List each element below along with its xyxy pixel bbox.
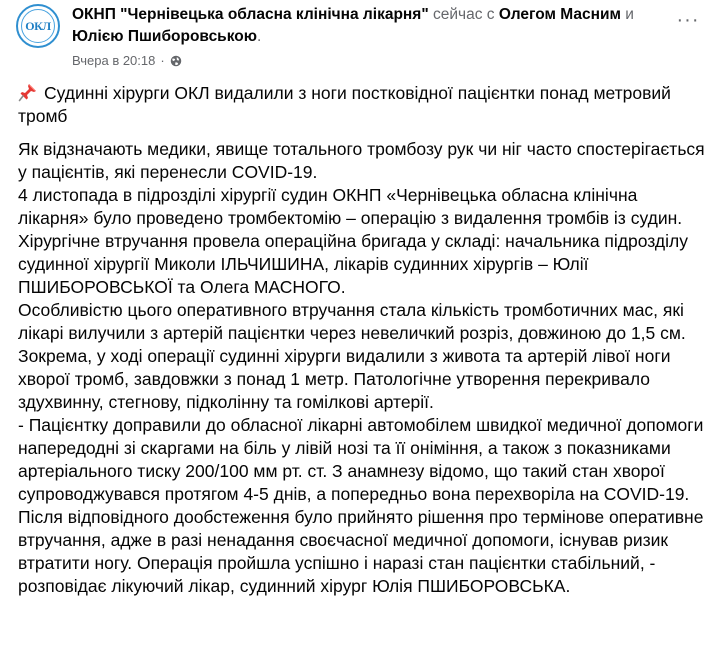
- more-options-icon: ···: [676, 9, 700, 31]
- with-text: сейчас с: [428, 6, 499, 23]
- and-text: и: [620, 6, 634, 23]
- post-meta: [72, 53, 182, 68]
- tagged-user-link-2[interactable]: Юлією Пшиборовською: [72, 28, 257, 45]
- author-link[interactable]: ОКНП "Чернівецька обласна клінічна лікарня": [72, 6, 429, 23]
- post-paragraph-4: - Пацієнтку доправили до обласної лікарні автомобілем швидкої медичної допомоги напередодні зі скаргами на біль у лівій нозі та її оніміння, а також з показниками артеріального тиску 200/100 мм рт. ст. З анамнезу відомо, що такий стан хворої супроводжувався протягом 4-5 днів, а попередньо вона перехворіла на COVID-19. Після відповідного дообстеження було прийнято рішення про термінове оперативне втручання, адже в разі ненадання своєчасної медичної допомоги, існував ризик втратити ногу. Операція пройшла успішно і наразі стан пацієнтки стабільний, - розповідає лікуючий лікар, судинний хірург Юлія ПШИБОРОВСЬКА.: [18, 415, 704, 596]
- post-paragraph-1: Як відзначають медики, явище тотального тромбозу рук чи ніг часто спостерігається у пацієнтів, які перенесли COVID-19.: [18, 139, 705, 182]
- post-paragraph-3: Особливістю цього оперативного втручання стала кількість тромботичних мас, які лікарі вилучили з артерій пацієнтки через невеличкий розріз, довжиною до 1,5 см. Зокрема, у ході операції судинні хірурги видалили з живота та артерій лівої ноги хворої тромб, завдовжки з понад 1 метр. Патологічне утворення перекривало здухвинну, стегнову, підколінну та гомілкові артерії.: [18, 300, 686, 412]
- post-headline-text: Судинні хірурги ОКЛ видалили з ноги постковідної пацієнтки понад метровий тромб: [18, 83, 671, 126]
- meta-separator: ·: [160, 53, 165, 68]
- tagged-user-link-1[interactable]: Олегом Масним: [498, 6, 621, 23]
- post-paragraph-2: 4 листопада в підрозділі хірургії судин ОКНП «Чернівецька обласна клінічна лікарня» було проведено тромбектомію – операцію з видалення тромбів із судин. Хірургічне втручання провела операційна бригада у складі: начальника підрозділу судинної хірургії Миколи ІЛЬЧИШИНА, лікарів судинних хірургів – Юлії ПШИБОРОВСЬКОЇ та Олега МАСНОГО.: [18, 185, 688, 297]
- globe-icon[interactable]: [170, 55, 182, 67]
- pushpin-icon: [18, 82, 38, 102]
- post-headline: [18, 82, 708, 128]
- avatar[interactable]: [16, 4, 60, 48]
- post-header-text: [72, 4, 672, 48]
- avatar-logo: [21, 9, 55, 43]
- more-options-button[interactable]: [674, 10, 702, 30]
- post-header: [16, 0, 706, 80]
- timestamp-link[interactable]: Вчера в 20:18: [72, 53, 156, 68]
- post-body: [18, 82, 708, 598]
- period-text: .: [256, 28, 262, 45]
- avatar-logo-text: ОКЛ: [25, 18, 51, 33]
